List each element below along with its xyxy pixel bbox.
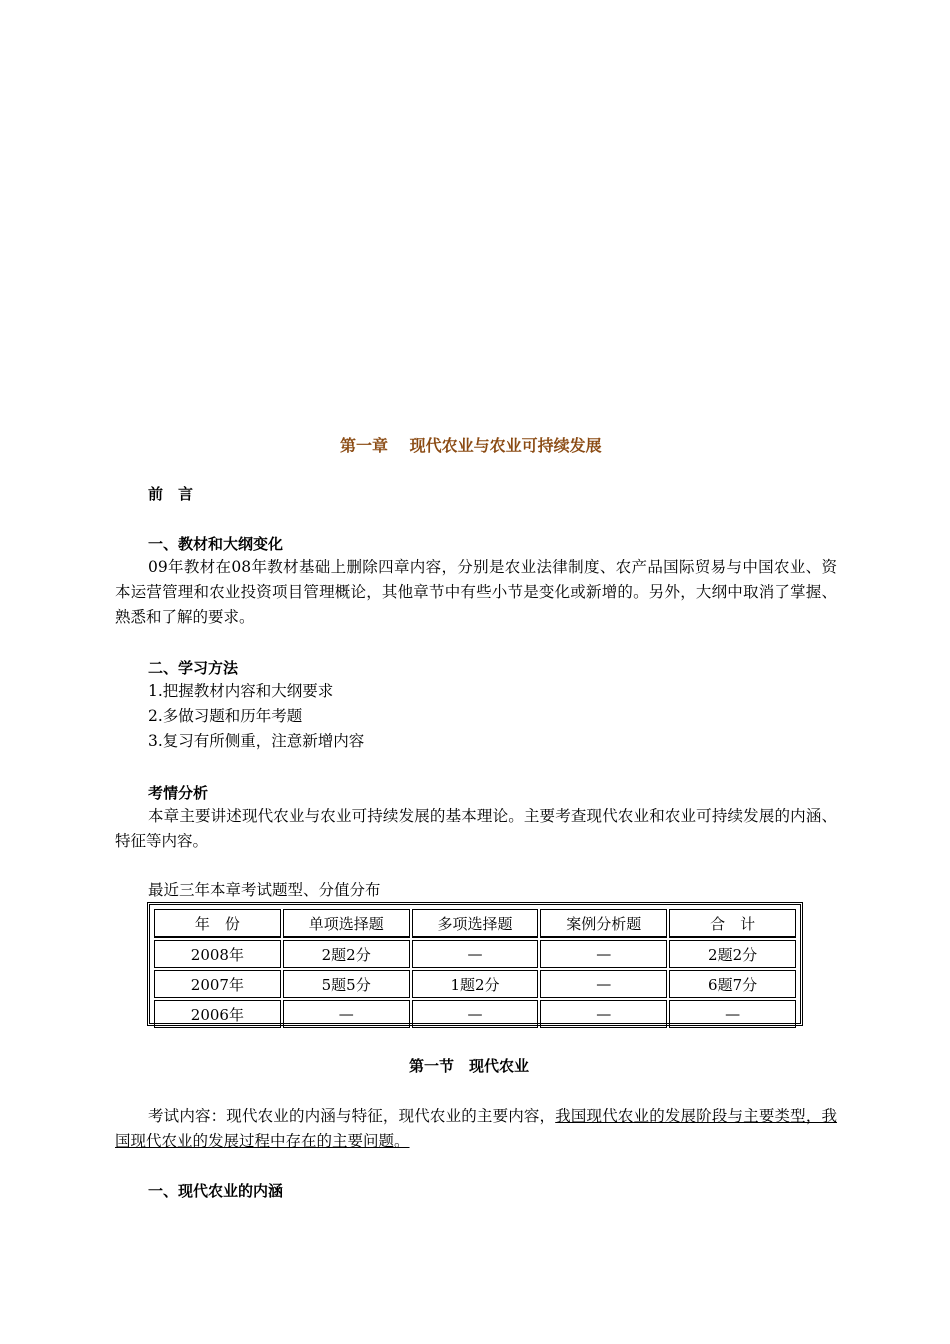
table-cell: 2006年 xyxy=(154,1000,281,1028)
exam-content-underlined-text: 我国现代农业的发展阶段与主要类型，我国现代农业的发展过程中存在的主要问题。 xyxy=(115,1107,837,1150)
table-cell: — xyxy=(412,940,539,968)
preface-heading: 前 言 xyxy=(148,485,194,503)
subheading-modern-agriculture-meaning: 一、现代农业的内涵 xyxy=(148,1182,284,1200)
table-cell: — xyxy=(412,1000,539,1028)
table-row xyxy=(154,970,796,998)
study-method-item: 1.把握教材内容和大纲要求 xyxy=(148,682,334,700)
textbook-changes-paragraph: 09年教材在08年教材基础上删除四章内容，分别是农业法律制度、农产品国际贸易与中国农业、资本运营管理和农业投资项目管理概论，其他章节中有些小节是变化或新增的。另外，大纲中取消了掌握、熟悉和了解的要求。 xyxy=(115,558,837,626)
table-cell: — xyxy=(669,1000,796,1028)
section-heading-study-method: 二、学习方法 xyxy=(148,659,239,677)
table-cell: 5题5分 xyxy=(283,970,410,998)
score-distribution-table xyxy=(147,902,803,1026)
table-cell: — xyxy=(540,1000,667,1028)
table-cell: 2008年 xyxy=(154,940,281,968)
table-cell: 6题7分 xyxy=(669,970,796,998)
table-cell: — xyxy=(540,940,667,968)
table-header-cell: 合 计 xyxy=(669,909,796,938)
table-cell: — xyxy=(283,1000,410,1028)
section-heading-textbook-changes: 一、教材和大纲变化 xyxy=(148,535,284,553)
table-header-row xyxy=(154,909,796,938)
table-cell: 2007年 xyxy=(154,970,281,998)
table-row xyxy=(154,1000,796,1028)
exam-content-paragraph xyxy=(115,1104,837,1154)
table-header-cell: 年 份 xyxy=(154,909,281,938)
table-header-cell: 案例分析题 xyxy=(540,909,667,938)
table-cell: 1题2分 xyxy=(412,970,539,998)
table-header-cell: 多项选择题 xyxy=(412,909,539,938)
table-cell: 2题2分 xyxy=(283,940,410,968)
study-method-item: 3.复习有所侧重，注意新增内容 xyxy=(148,732,365,750)
section-title-modern-agriculture: 第一节 现代农业 xyxy=(409,1057,530,1075)
exam-analysis-heading: 考情分析 xyxy=(148,784,209,802)
exam-analysis-paragraph: 本章主要讲述现代农业与农业可持续发展的基本理论。主要考查现代农业和农业可持续发展的内涵、特征等内容。 xyxy=(115,807,837,850)
table-caption: 最近三年本章考试题型、分值分布 xyxy=(148,881,381,899)
exam-content-text: 考试内容：现代农业的内涵与特征，现代农业的主要内容， xyxy=(148,1107,556,1125)
table-cell: 2题2分 xyxy=(669,940,796,968)
study-method-item: 2.多做习题和历年考题 xyxy=(148,707,303,725)
table-header-cell: 单项选择题 xyxy=(283,909,410,938)
table-cell: — xyxy=(540,970,667,998)
chapter-title: 第一章 现代农业与农业可持续发展 xyxy=(340,436,602,455)
table-row xyxy=(154,940,796,968)
